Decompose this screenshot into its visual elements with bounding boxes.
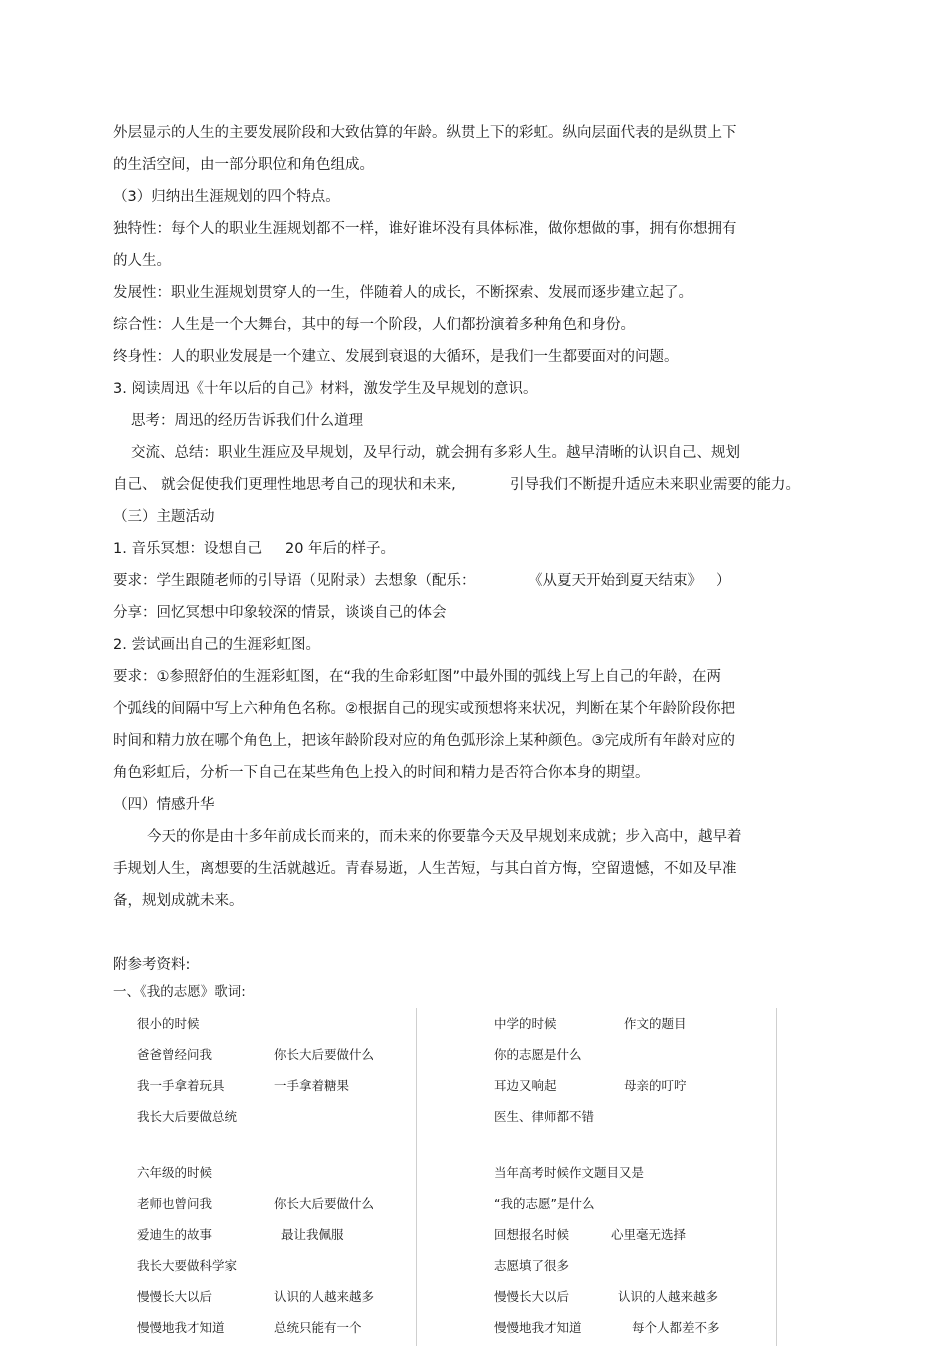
summary-line: 交流、总结：职业生涯应及早规划，及早行动，就会拥有多彩人生。越早清晰的认识自己、规划 [131, 445, 740, 461]
activity-2: 2. 尝试画出自己的生涯彩虹图。 [113, 637, 320, 653]
summary-line-end: 引导我们不断提升适应未来职业需要的能力。 [510, 477, 800, 493]
section-item-3: （3）归纳出生涯规划的四个特点。 [113, 189, 340, 205]
summary-line-start: 自己、 就会促使我们更理性地思考自己的现状和未来, [113, 477, 456, 493]
lyric-line: 志愿填了很多 [494, 1258, 570, 1273]
requirement-line: 要求：①参照舒伯的生涯彩虹图，在“我的生命彩虹图”中最外围的弧线上写上自己的年龄，在两 [113, 669, 722, 685]
trait-uniqueness: 独特性：每个人的职业生涯规划都不一样，谁好谁坏没有具体标准，做你想做的事，拥有你想拥有 [113, 221, 737, 237]
lyric-line: “我的志愿”是什么 [494, 1196, 595, 1211]
lyric-line: 母亲的叮咛 [624, 1078, 687, 1093]
trait-development: 发展性：职业生涯规划贯穿人的一生，伴随着人的成长，不断探索、发展而逐步建立起了。 [113, 285, 693, 301]
closing-line: 今天的你是由十多年前成长而来的，而未来的你要靠今天及早规划来成就；步入高中，越早着 [147, 829, 742, 845]
column-divider [416, 1008, 417, 1346]
lyric-line: 你长大后要做什么 [274, 1196, 375, 1211]
paragraph-line: 的生活空间，由一部分职位和角色组成。 [113, 157, 374, 173]
trait-comprehensive: 综合性：人生是一个大舞台，其中的每一个阶段，人们都扮演着多种角色和身份。 [113, 317, 635, 333]
lyric-line: 我长大要做科学家 [137, 1258, 238, 1273]
lyric-line: 认识的人越来越多 [618, 1289, 719, 1304]
paragraph-line: 外层显示的人生的主要发展阶段和大致估算的年龄。纵贯上下的彩虹。纵向层面代表的是纵贯上下 [113, 125, 737, 141]
lyric-line: 慢慢长大以后 [494, 1289, 570, 1304]
reference-heading: 附参考资料: [113, 957, 191, 973]
activity-1-b: 20 年后的样子。 [285, 541, 396, 557]
lyric-line: 我一手拿着玩具 [137, 1078, 225, 1093]
step-3: 3. 阅读周迅《十年以后的自己》材料，激发学生及早规划的意识。 [113, 381, 538, 397]
song-title: 《从夏天开始到夏天结束》 [528, 573, 702, 589]
trait-lifelong: 终身性：人的职业发展是一个建立、发展到衰退的大循环，是我们一生都要面对的问题。 [113, 349, 679, 365]
lyric-line: 很小的时候 [137, 1016, 200, 1031]
column-divider [776, 1008, 777, 1346]
lyric-line: 慢慢地我才知道 [137, 1320, 225, 1335]
lyric-line: 认识的人越来越多 [274, 1289, 375, 1304]
share-line: 分享：回忆冥想中印象较深的情景，谈谈自己的体会 [113, 605, 447, 621]
requirement-a: 要求：学生跟随老师的引导语（见附录）去想象（配乐： [113, 573, 476, 589]
requirement-line: 个弧线的间隔中写上六种角色名称。②根据自己的现实或预想将来状况，判断在某个年龄阶段你把 [113, 701, 735, 717]
lyric-line: 我长大后要做总统 [137, 1109, 238, 1124]
lyric-line: 医生、律师都不错 [494, 1109, 595, 1124]
lyric-line: 老师也曾问我 [137, 1196, 213, 1211]
lyric-line: 当年高考时候作文题目又是 [494, 1165, 645, 1180]
lyric-line: 爸爸曾经问我 [137, 1047, 213, 1062]
lyric-line: 总统只能有一个 [274, 1320, 362, 1335]
lyrics-heading: 一、《我的志愿》歌词: [113, 984, 246, 1000]
section-heading: （三）主题活动 [113, 509, 215, 525]
lyric-line: 回想报名时候 [494, 1227, 570, 1242]
lyric-line: 耳边又响起 [494, 1078, 557, 1093]
lyric-line: 慢慢长大以后 [137, 1289, 213, 1304]
lyric-line: 心里毫无选择 [611, 1227, 687, 1242]
closing-line: 备，规划成就未来。 [113, 893, 244, 909]
requirement-line: 角色彩虹后，分析一下自己在某些角色上投入的时间和精力是否符合你本身的期望。 [113, 765, 650, 781]
lyric-line: 六年级的时候 [137, 1165, 213, 1180]
lyric-line: 一手拿着糖果 [274, 1078, 350, 1093]
closing-line: 手规划人生，离想要的生活就越近。青春易逝，人生苦短，与其白首方悔，空留遗憾，不如及早准 [113, 861, 737, 877]
lyric-line: 你长大后要做什么 [274, 1047, 375, 1062]
lyric-line: 最让我佩服 [281, 1227, 344, 1242]
paragraph-line: 的人生。 [113, 253, 171, 269]
lyric-line: 中学的时候 [494, 1016, 557, 1031]
close-paren: ） [716, 573, 731, 589]
lyric-line: 你的志愿是什么 [494, 1047, 582, 1062]
lyric-line: 作文的题目 [624, 1016, 687, 1031]
section-heading: （四）情感升华 [113, 797, 215, 813]
lyric-line: 每个人都差不多 [632, 1320, 720, 1335]
lyric-line: 慢慢地我才知道 [494, 1320, 582, 1335]
requirement-line: 时间和精力放在哪个角色上，把该年龄阶段对应的角色弧形涂上某种颜色。③完成所有年龄对应的 [113, 733, 735, 749]
think-question: 思考：周迅的经历告诉我们什么道理 [131, 413, 363, 429]
lyric-line: 爱迪生的故事 [137, 1227, 213, 1242]
activity-1-a: 1. 音乐冥想：设想自己 [113, 541, 262, 557]
